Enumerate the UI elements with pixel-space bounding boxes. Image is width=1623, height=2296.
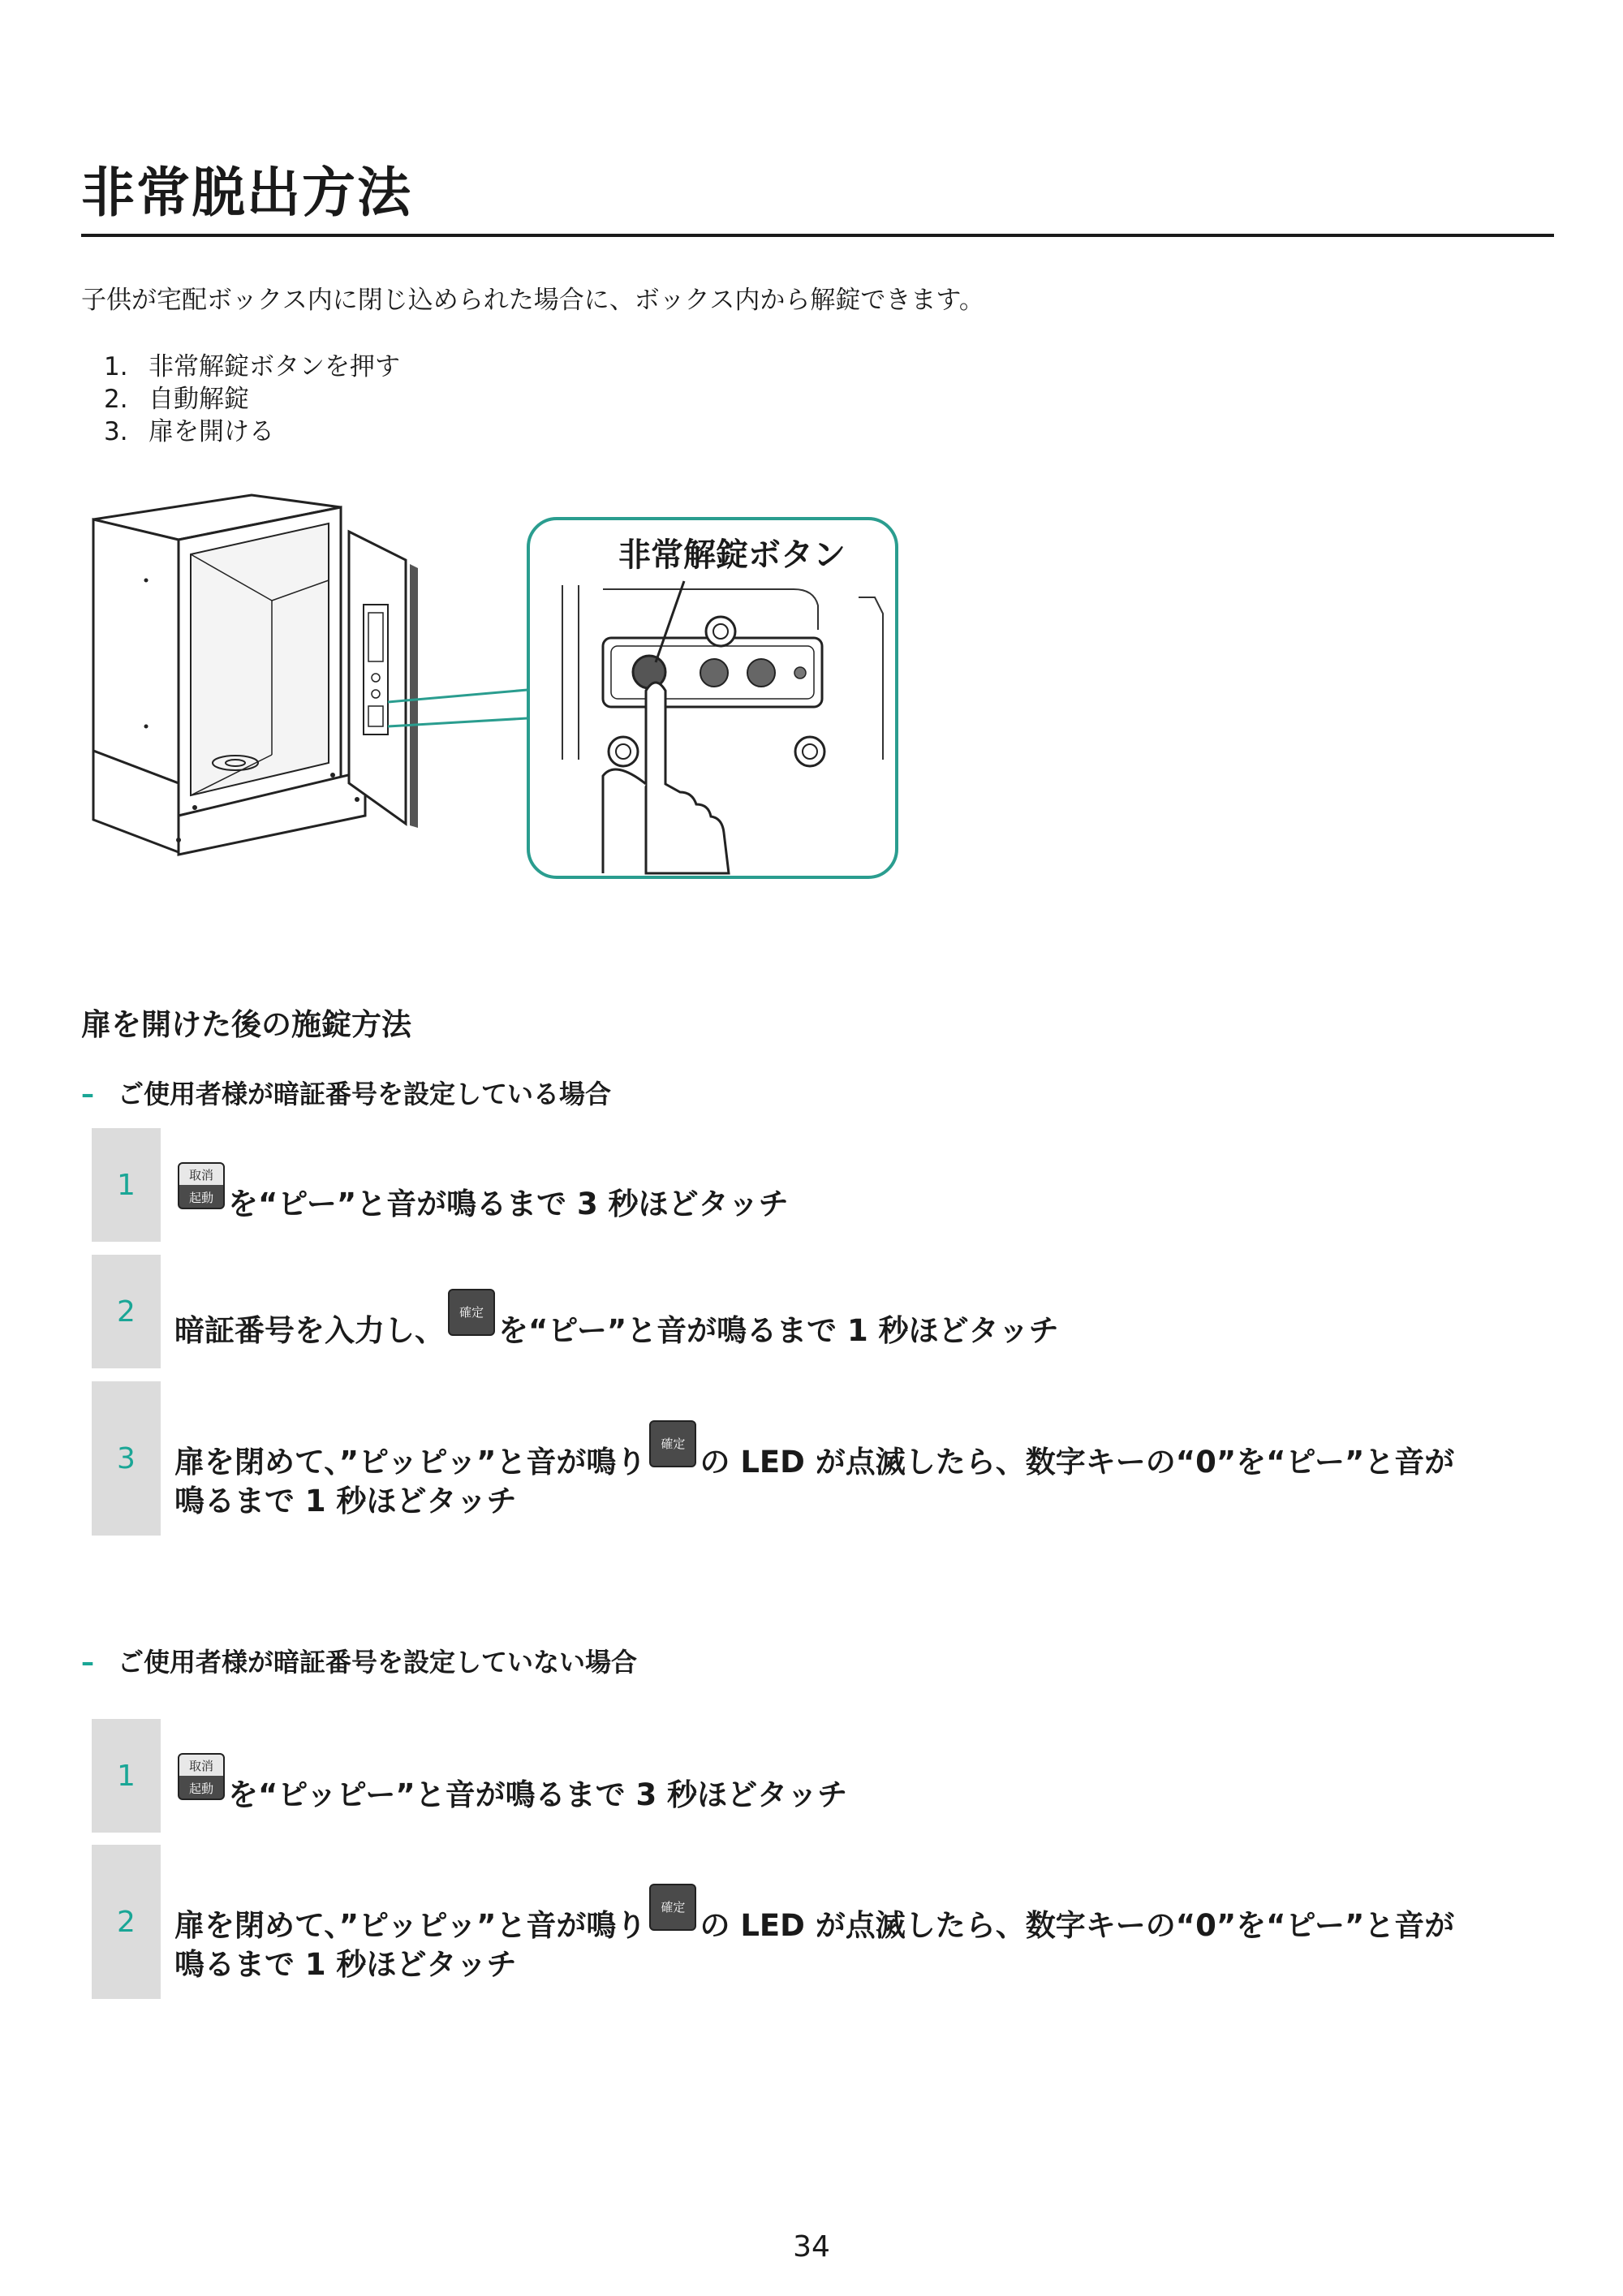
step-text: 取消 起動 を“ピッピー”と音が鳴るまで 3 秒ほどタッチ [174,1753,847,1815]
confirm-key-icon: 確定 [649,1420,696,1467]
title-underline [81,234,1554,237]
step-text: 扉を閉めて、”ピッピッ”と音が鳴り 確定 の LED が点滅したら、数字キーの“0”を“ピー”と音が 鳴るまで 1 秒ほどタッチ [174,1884,1454,1984]
step-row [92,1255,1552,1368]
step-number: 2 [92,1255,161,1368]
section-heading: 扉を開けた後の施錠方法 [81,1007,411,1042]
intro-text: 子供が宅配ボックス内に閉じ込められた場合に、ボックス内から解錠できます。 [81,286,984,315]
confirm-key-icon: 確定 [649,1884,696,1931]
page-title: 非常脱出方法 [81,162,412,224]
step-text: 暗証番号を入力し、 確定 を“ピー”と音が鳴るまで 1 秒ほどタッチ [174,1289,1059,1350]
step-number: 1 [92,1719,161,1833]
step-number: 3 [92,1381,161,1536]
list-item: 1. 非常解錠ボタンを押す [104,352,400,381]
cancel-start-key-icon: 取消 起動 [178,1162,225,1209]
page-number: 34 [793,2230,830,2264]
list-item: 3. 扉を開ける [104,417,274,446]
case-heading-without-pin: – ご使用者様が暗証番号を設定していない場合 [81,1647,638,1678]
cancel-start-key-icon: 取消 起動 [178,1753,225,1800]
step-number: 1 [92,1128,161,1242]
step-number: 2 [92,1845,161,1999]
callout-label: 非常解錠ボタン [618,529,846,575]
step-text: 扉を閉めて、”ピッピッ”と音が鳴り 確定 の LED が点滅したら、数字キーの“0”を“ピー”と音が 鳴るまで 1 秒ほどタッチ [174,1420,1454,1521]
step-row [92,1128,1552,1242]
steps-list [104,351,400,448]
list-item: 2. 自動解錠 [104,385,249,414]
step-row [92,1845,1552,1999]
case-heading-with-pin: – ご使用者様が暗証番号を設定している場合 [81,1079,612,1109]
delivery-box-illustration [81,483,536,864]
step-row [92,1719,1552,1833]
confirm-key-icon: 確定 [448,1289,495,1336]
step-text: 取消 起動 を“ピー”と音が鳴るまで 3 秒ほどタッチ [174,1162,789,1224]
step-row [92,1381,1552,1536]
